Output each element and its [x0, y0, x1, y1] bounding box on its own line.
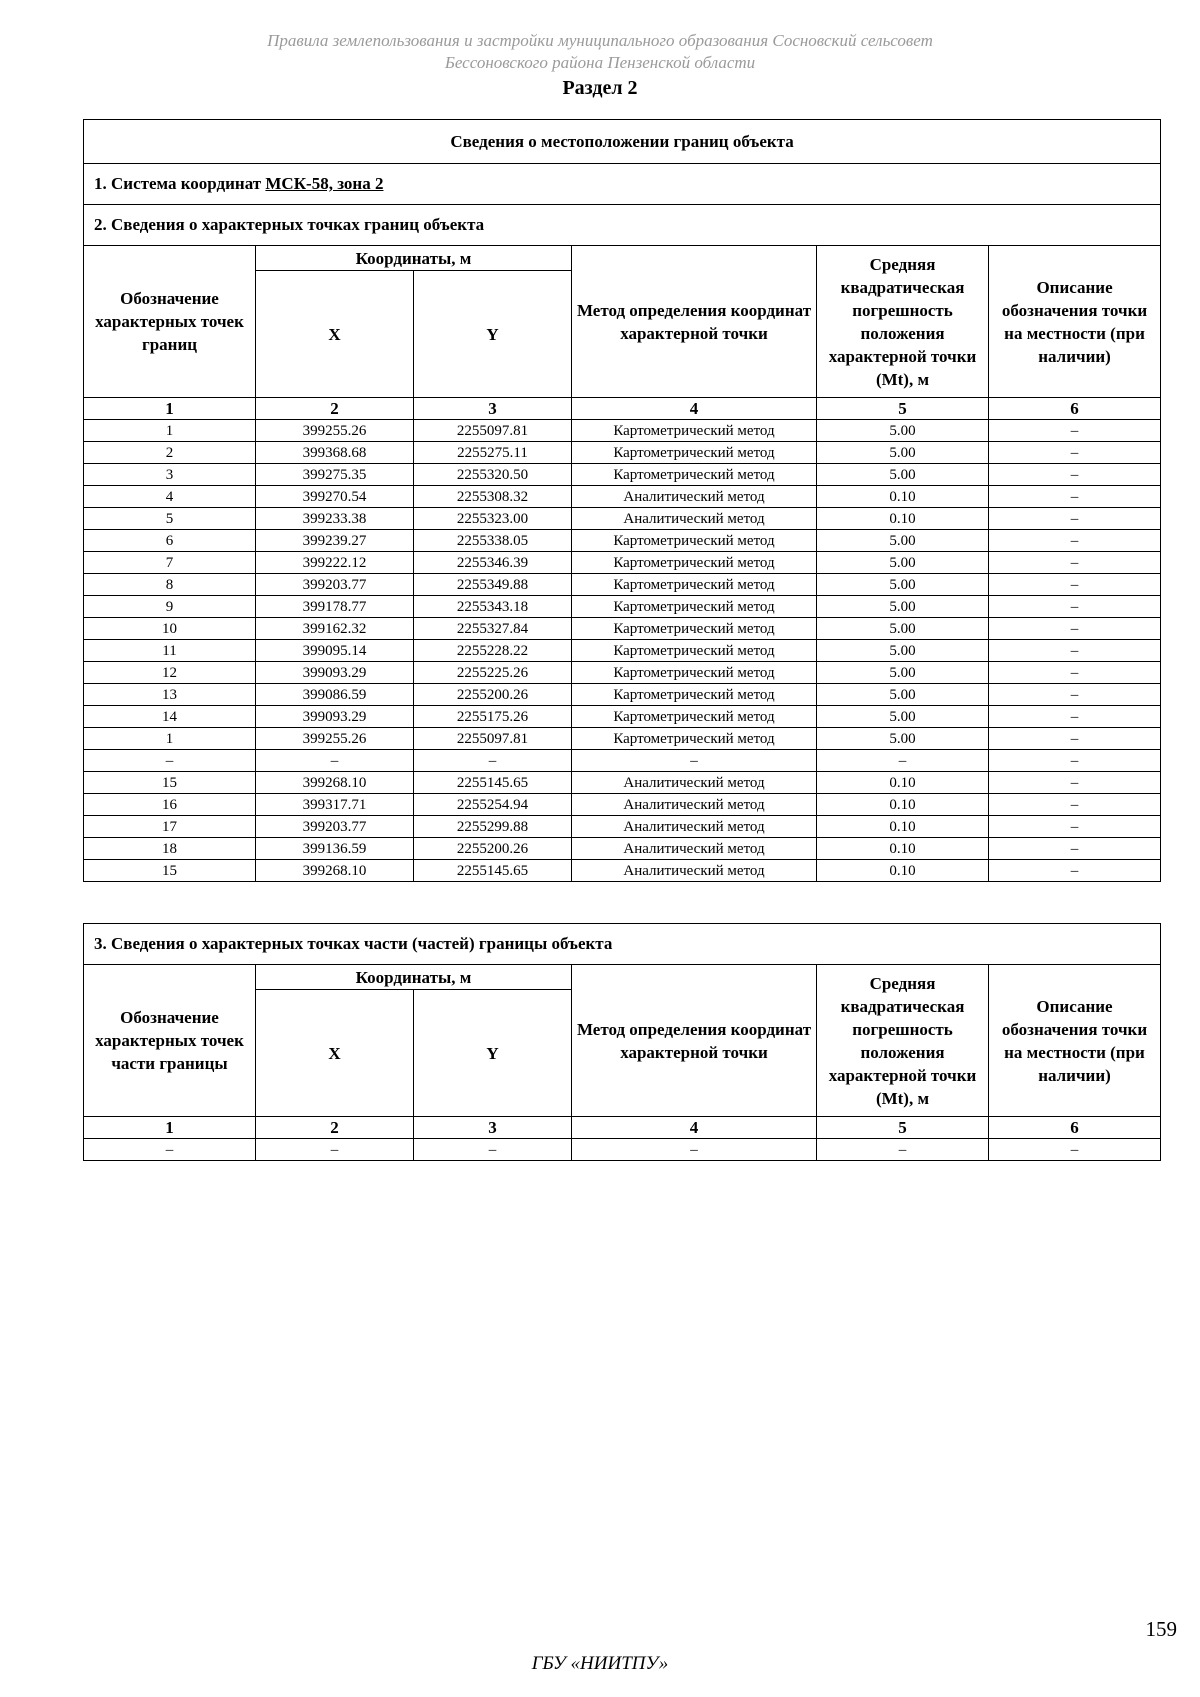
- table-cell: –: [989, 684, 1161, 706]
- table-cell: –: [572, 1139, 817, 1161]
- table-cell: –: [989, 838, 1161, 860]
- table-cell: 399255.26: [256, 420, 414, 442]
- table-cell: 2255145.65: [414, 772, 572, 794]
- table-cell: 5.00: [817, 552, 989, 574]
- table-cell: –: [989, 706, 1161, 728]
- table-cell: –: [84, 1139, 256, 1161]
- description-header: Описание обозначения точки на местности (при наличии): [989, 246, 1161, 398]
- table-row: [84, 530, 1161, 552]
- table-cell: Аналитический метод: [572, 816, 817, 838]
- table-cell: Картометрический метод: [572, 442, 817, 464]
- table-cell: 8: [84, 574, 256, 596]
- table-cell: –: [989, 442, 1161, 464]
- column-number: 4: [572, 1117, 817, 1139]
- table-cell: 11: [84, 640, 256, 662]
- table-cell: 399136.59: [256, 838, 414, 860]
- table-cell: 5.00: [817, 596, 989, 618]
- table-cell: –: [989, 1139, 1161, 1161]
- table-cell: 399270.54: [256, 486, 414, 508]
- table-cell: –: [414, 750, 572, 772]
- table-cell: 0.10: [817, 838, 989, 860]
- table-cell: 5.00: [817, 640, 989, 662]
- table-cell: 2255343.18: [414, 596, 572, 618]
- table-row: [84, 508, 1161, 530]
- method-header: Метод определения координат характерной точки: [572, 246, 817, 398]
- table-row: [84, 750, 1161, 772]
- table-cell: Аналитический метод: [572, 860, 817, 882]
- table-row: [84, 1139, 1161, 1161]
- description-header: Описание обозначения точки на местности (при наличии): [989, 965, 1161, 1117]
- table-cell: 399093.29: [256, 662, 414, 684]
- table-cell: 2255349.88: [414, 574, 572, 596]
- table-row: [84, 662, 1161, 684]
- table-cell: –: [989, 530, 1161, 552]
- section-title: Раздел 2: [562, 77, 638, 99]
- table-cell: Картометрический метод: [572, 574, 817, 596]
- designation-header: Обозначение характерных точек границ: [84, 246, 256, 398]
- table-cell: –: [256, 1139, 414, 1161]
- table-row: [84, 684, 1161, 706]
- table-cell: 0.10: [817, 860, 989, 882]
- table-cell: –: [989, 464, 1161, 486]
- table-cell: –: [989, 574, 1161, 596]
- table-cell: 5.00: [817, 442, 989, 464]
- table-cell: 15: [84, 772, 256, 794]
- designation-header: Обозначение характерных точек части границы: [84, 965, 256, 1117]
- table-cell: 13: [84, 684, 256, 706]
- table-cell: –: [989, 750, 1161, 772]
- table-cell: 399268.10: [256, 860, 414, 882]
- table-cell: –: [989, 508, 1161, 530]
- table-cell: 0.10: [817, 794, 989, 816]
- part-points-section: 3. Сведения о характерных точках части (частей) границы объекта: [84, 924, 1161, 965]
- boundary-location-table: [83, 119, 1161, 882]
- table-cell: Аналитический метод: [572, 486, 817, 508]
- table-row: [84, 618, 1161, 640]
- table-cell: 1: [84, 728, 256, 750]
- table-cell: –: [989, 860, 1161, 882]
- table-cell: 5.00: [817, 706, 989, 728]
- table-cell: –: [989, 552, 1161, 574]
- table-cell: –: [989, 662, 1161, 684]
- table-cell: –: [414, 1139, 572, 1161]
- table-cell: 0.10: [817, 486, 989, 508]
- table-cell: –: [256, 750, 414, 772]
- table-cell: 2255308.32: [414, 486, 572, 508]
- table-row: [84, 728, 1161, 750]
- table-cell: –: [989, 420, 1161, 442]
- table-cell: 12: [84, 662, 256, 684]
- coordinate-system-row: [84, 164, 1161, 205]
- column-number: 1: [84, 1117, 256, 1139]
- table-cell: 399255.26: [256, 728, 414, 750]
- table-row: [84, 420, 1161, 442]
- table-cell: 10: [84, 618, 256, 640]
- table-cell: 2255097.81: [414, 728, 572, 750]
- y-header: Y: [414, 271, 572, 398]
- table-cell: 2255346.39: [414, 552, 572, 574]
- table-row: [84, 574, 1161, 596]
- table-cell: Картометрический метод: [572, 552, 817, 574]
- boundary-part-table: [83, 923, 1161, 1161]
- table-cell: 5.00: [817, 662, 989, 684]
- table-cell: 399233.38: [256, 508, 414, 530]
- table-cell: Аналитический метод: [572, 794, 817, 816]
- table-cell: 2255175.26: [414, 706, 572, 728]
- column-number: 6: [989, 398, 1161, 420]
- table-cell: 16: [84, 794, 256, 816]
- table-cell: 0.10: [817, 508, 989, 530]
- table-cell: 2255275.11: [414, 442, 572, 464]
- table-cell: Картометрический метод: [572, 640, 817, 662]
- coordinates-header: Координаты, м: [256, 246, 572, 271]
- table-cell: 399178.77: [256, 596, 414, 618]
- table-cell: 0.10: [817, 772, 989, 794]
- table-cell: 399368.68: [256, 442, 414, 464]
- table-cell: –: [989, 794, 1161, 816]
- table-cell: 17: [84, 816, 256, 838]
- running-header-line2: Бессоновского района Пензенской области: [444, 53, 756, 72]
- y-header: Y: [414, 990, 572, 1117]
- table-cell: 2255254.94: [414, 794, 572, 816]
- table-cell: Картометрический метод: [572, 530, 817, 552]
- table-cell: 2255200.26: [414, 838, 572, 860]
- table-cell: –: [989, 618, 1161, 640]
- table-cell: 2255327.84: [414, 618, 572, 640]
- table-row: [84, 442, 1161, 464]
- table-cell: Картометрический метод: [572, 684, 817, 706]
- table-cell: 399317.71: [256, 794, 414, 816]
- table-cell: Картометрический метод: [572, 596, 817, 618]
- table-cell: 2255320.50: [414, 464, 572, 486]
- table-cell: –: [989, 596, 1161, 618]
- table-cell: 18: [84, 838, 256, 860]
- table-cell: 5.00: [817, 728, 989, 750]
- table-cell: Картометрический метод: [572, 662, 817, 684]
- table-cell: 5: [84, 508, 256, 530]
- table-cell: –: [817, 750, 989, 772]
- table-cell: 399239.27: [256, 530, 414, 552]
- column-number: 4: [572, 398, 817, 420]
- table-cell: 399222.12: [256, 552, 414, 574]
- table-cell: 14: [84, 706, 256, 728]
- footer-organization: ГБУ «НИИТПУ»: [531, 1653, 669, 1674]
- coordinate-system-value: МСК-58, зона 2: [265, 174, 384, 193]
- x-header: X: [256, 271, 414, 398]
- table-cell: 399275.35: [256, 464, 414, 486]
- table-row: [84, 640, 1161, 662]
- table-cell: 2255145.65: [414, 860, 572, 882]
- table-row: [84, 860, 1161, 882]
- characteristic-points-section: 2. Сведения о характерных точках границ объекта: [84, 205, 1161, 246]
- table-cell: 5.00: [817, 530, 989, 552]
- column-number: 3: [414, 1117, 572, 1139]
- table-cell: 5.00: [817, 684, 989, 706]
- page-number: 159: [1145, 1617, 1177, 1641]
- table-cell: 4: [84, 486, 256, 508]
- table-cell: 399162.32: [256, 618, 414, 640]
- table-cell: 3: [84, 464, 256, 486]
- column-number: 5: [817, 398, 989, 420]
- table-cell: Картометрический метод: [572, 420, 817, 442]
- table-cell: Аналитический метод: [572, 838, 817, 860]
- table-title: Сведения о местоположении границ объекта: [84, 120, 1161, 164]
- table-row: [84, 816, 1161, 838]
- table-cell: Картометрический метод: [572, 706, 817, 728]
- table-cell: 399203.77: [256, 574, 414, 596]
- table-cell: 2255338.05: [414, 530, 572, 552]
- table-cell: 399093.29: [256, 706, 414, 728]
- column-number: 2: [256, 398, 414, 420]
- running-header-line1: Правила землепользования и застройки муниципального образования Сосновский сельсовет: [267, 31, 933, 50]
- table-cell: 2255225.26: [414, 662, 572, 684]
- table-cell: –: [989, 816, 1161, 838]
- table-cell: –: [989, 728, 1161, 750]
- table-cell: 5.00: [817, 574, 989, 596]
- table-cell: –: [817, 1139, 989, 1161]
- table-cell: 5.00: [817, 420, 989, 442]
- table-cell: 2255228.22: [414, 640, 572, 662]
- table-cell: 399095.14: [256, 640, 414, 662]
- table-cell: 9: [84, 596, 256, 618]
- table-cell: 1: [84, 420, 256, 442]
- x-header: X: [256, 990, 414, 1117]
- table-cell: Аналитический метод: [572, 772, 817, 794]
- table-row: [84, 596, 1161, 618]
- error-header: Средняя квадратическая погрешность положения характерной точки (Mt), м: [817, 246, 989, 398]
- column-number: 6: [989, 1117, 1161, 1139]
- table-cell: 5.00: [817, 618, 989, 640]
- table-cell: Аналитический метод: [572, 508, 817, 530]
- coordinate-system-label: 1. Система координат: [94, 174, 266, 193]
- table-row: [84, 486, 1161, 508]
- table-cell: 399268.10: [256, 772, 414, 794]
- table-cell: 2255097.81: [414, 420, 572, 442]
- table-cell: 2: [84, 442, 256, 464]
- table-cell: –: [84, 750, 256, 772]
- table-cell: –: [572, 750, 817, 772]
- method-header: Метод определения координат характерной точки: [572, 965, 817, 1117]
- table-cell: 5.00: [817, 464, 989, 486]
- table-cell: –: [989, 486, 1161, 508]
- table-cell: 2255299.88: [414, 816, 572, 838]
- table-row: [84, 464, 1161, 486]
- table-row: [84, 706, 1161, 728]
- column-number: 3: [414, 398, 572, 420]
- table-cell: Картометрический метод: [572, 728, 817, 750]
- table-cell: 399203.77: [256, 816, 414, 838]
- column-number: 5: [817, 1117, 989, 1139]
- error-header: Средняя квадратическая погрешность положения характерной точки (Mt), м: [817, 965, 989, 1117]
- table-row: [84, 838, 1161, 860]
- coordinates-header: Координаты, м: [256, 965, 572, 990]
- column-number-row: [84, 398, 1161, 420]
- table-cell: –: [989, 640, 1161, 662]
- table-row: [84, 772, 1161, 794]
- table-cell: Картометрический метод: [572, 464, 817, 486]
- column-number: 1: [84, 398, 256, 420]
- table-row: [84, 794, 1161, 816]
- table-cell: 2255323.00: [414, 508, 572, 530]
- table-row: [84, 552, 1161, 574]
- column-number-row: [84, 1117, 1161, 1139]
- table-cell: Картометрический метод: [572, 618, 817, 640]
- table-cell: 0.10: [817, 816, 989, 838]
- column-number: 2: [256, 1117, 414, 1139]
- table-cell: 6: [84, 530, 256, 552]
- table-cell: –: [989, 772, 1161, 794]
- table-cell: 399086.59: [256, 684, 414, 706]
- table-cell: 2255200.26: [414, 684, 572, 706]
- table-cell: 7: [84, 552, 256, 574]
- table-cell: 15: [84, 860, 256, 882]
